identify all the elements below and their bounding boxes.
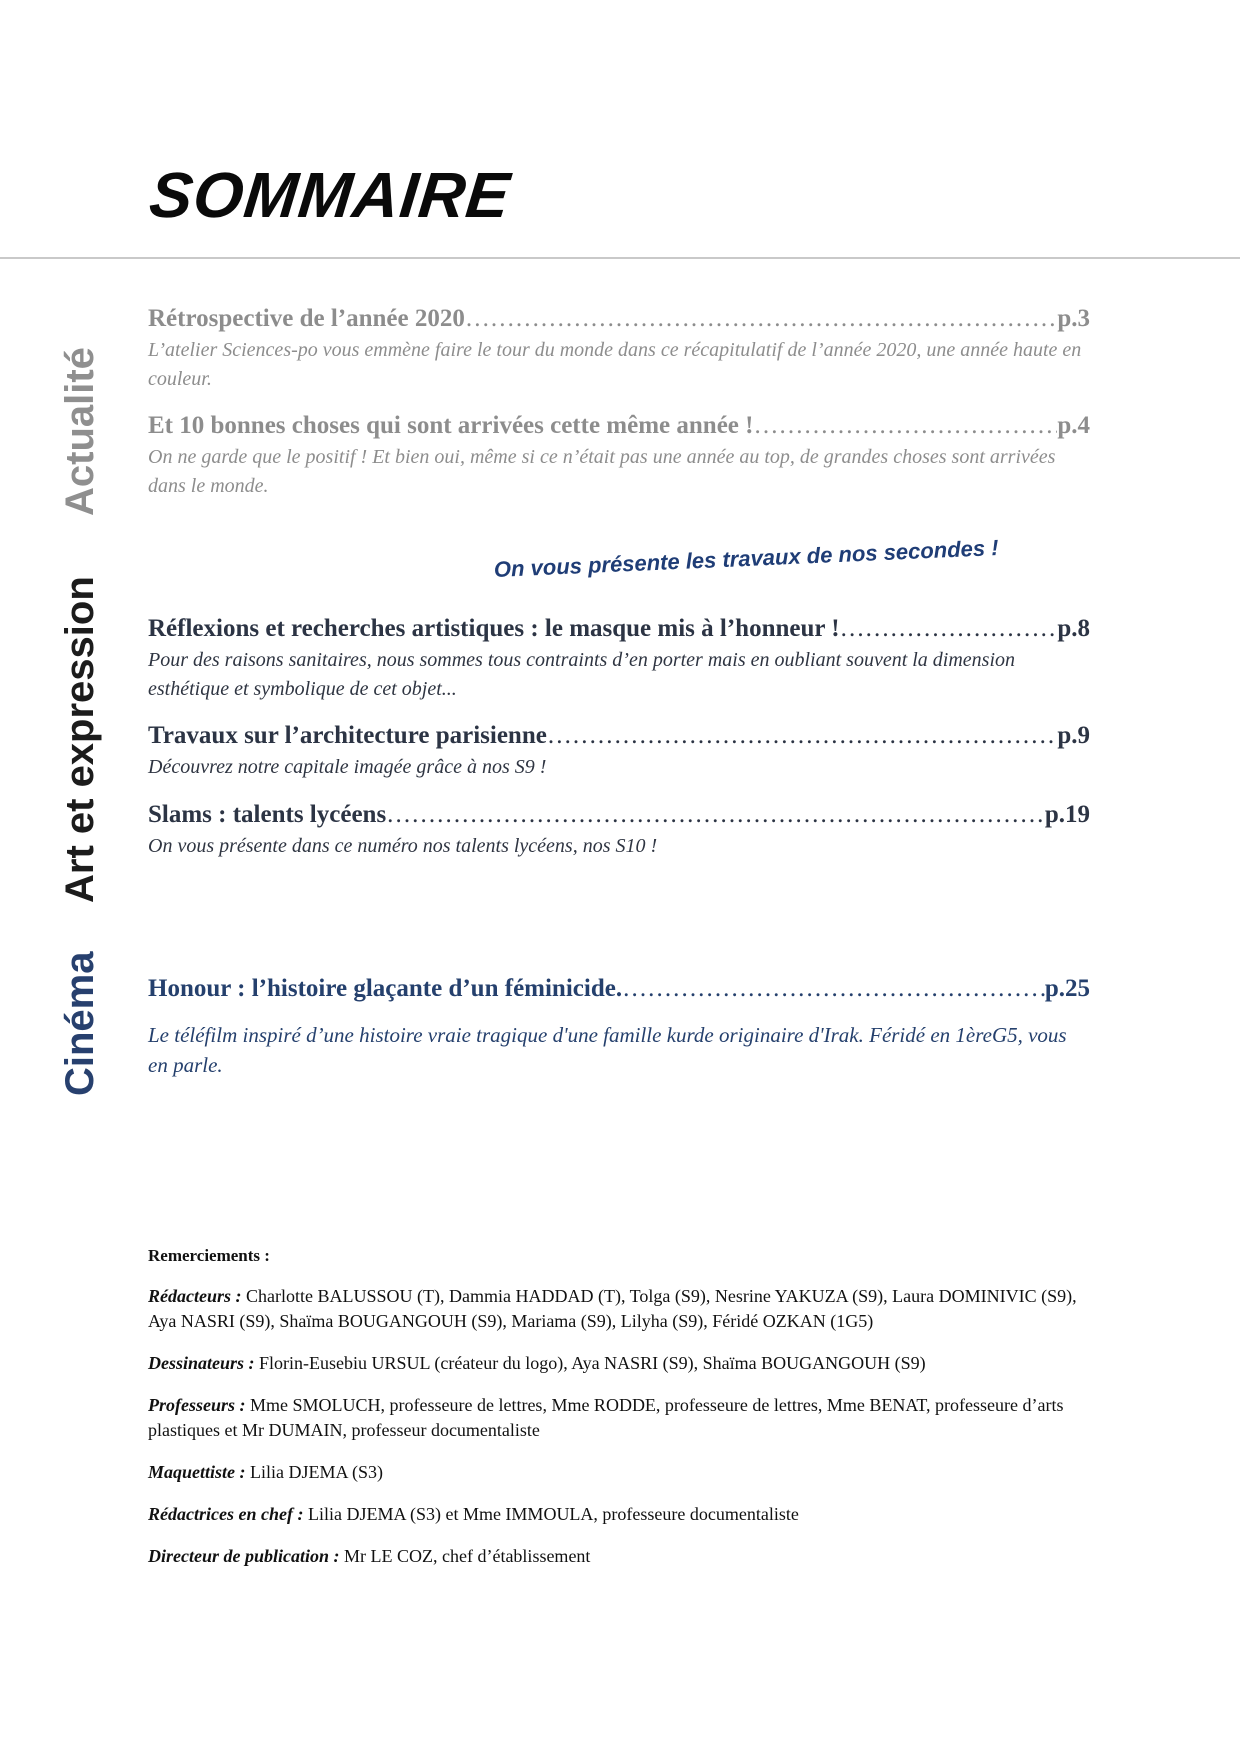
page-number: p.8: [1057, 615, 1090, 642]
leader-dots: [840, 615, 1058, 643]
leader-dots: [622, 975, 1045, 1003]
credits-text: Florin-Eusebiu URSUL (créateur du logo), Aya NASRI (S9), Shaïma BOUGANGOUH (S9): [259, 1353, 926, 1373]
entry-title: Réflexions et recherches artistiques : le masque mis à l’honneur !: [148, 615, 840, 642]
page-number: p.9: [1057, 722, 1090, 749]
secondes-banner: On vous présente les travaux de nos secondes !: [493, 534, 1000, 582]
credits-label: Directeur de publication :: [148, 1546, 340, 1566]
credits-text: Lilia DJEMA (S3): [250, 1462, 383, 1482]
credits-label: Professeurs :: [148, 1395, 246, 1415]
entry-description: Le téléfilm inspiré d’une histoire vraie tragique d'une famille kurde originaire d'Irak. Féridé en 1èreG5, vous en parle.: [148, 1023, 1067, 1077]
entry-title: Et 10 bonnes choses qui sont arrivées cette même année !: [148, 412, 754, 439]
credits-text: Charlotte BALUSSOU (T), Dammia HADDAD (T), Tolga (S9), Nesrine YAKUZA (S9), Laura DOMINIVIC (S9), Aya NASRI (S9), Shaïma BOUGANGOUH (S9), Mariama (S9), Lilyha (S9), Féridé OZKAN (1G5): [148, 1286, 1077, 1331]
page-title: SOMMAIRE: [146, 159, 514, 231]
leader-dots: [386, 801, 1045, 829]
credits-redacteurs: [148, 1284, 1088, 1334]
leader-dots: [465, 305, 1058, 333]
entry-title: Honour : l’histoire glaçante d’un féminicide.: [148, 975, 623, 1002]
credits-block: [148, 1243, 1088, 1586]
credits-text: Mr LE COZ, chef d’établissement: [344, 1546, 591, 1566]
section-label-art-et-expression: Art et expression: [58, 576, 102, 903]
entry-description: On vous présente dans ce numéro nos talents lycéens, nos S10 !: [148, 835, 658, 857]
toc-entry-architecture[interactable]: [148, 722, 1090, 782]
toc-entry-honour[interactable]: [148, 975, 1090, 1080]
credits-label: Rédacteurs :: [148, 1286, 242, 1306]
credits-dessinateurs: [148, 1351, 1088, 1376]
credits-redactrices: [148, 1502, 1088, 1527]
credits-professeurs: [148, 1393, 1088, 1443]
leader-dots: [753, 412, 1057, 440]
title-divider: [0, 257, 1240, 259]
entry-title: Rétrospective de l’année 2020: [148, 305, 465, 332]
page-number: p.25: [1044, 975, 1090, 1002]
section-label-cinema: Cinéma: [58, 951, 102, 1096]
page-number: p.19: [1044, 801, 1090, 828]
entry-title: Slams : talents lycéens: [148, 801, 387, 828]
toc-entry-slams[interactable]: [148, 801, 1090, 861]
credits-text: Mme SMOLUCH, professeure de lettres, Mme RODDE, professeure de lettres, Mme BENAT, professeure d’arts plastiques et Mr DUMAIN, professeur documentaliste: [148, 1395, 1064, 1440]
leader-dots: [547, 722, 1058, 750]
entry-description: Découvrez notre capitale imagée grâce à nos S9 !: [148, 756, 547, 778]
credits-heading: Remerciements :: [148, 1246, 270, 1265]
toc-entry-masque[interactable]: [148, 615, 1090, 704]
credits-text: Lilia DJEMA (S3) et Mme IMMOULA, professeure documentaliste: [307, 1504, 799, 1524]
credits-maquettiste: [148, 1460, 1088, 1485]
entry-description: On ne garde que le positif ! Et bien oui, même si ce n’était pas une année au top, de grandes choses sont arrivées dans le monde.: [148, 446, 1056, 497]
page-number: p.4: [1057, 412, 1090, 439]
entry-description: Pour des raisons sanitaires, nous sommes tous contraints d’en porter mais en oubliant souvent la dimension esthétique et symbolique de cet objet...: [148, 649, 1016, 700]
section-label-actualite: Actualité: [58, 347, 102, 516]
credits-label: Maquettiste :: [148, 1462, 246, 1482]
toc-entry-retrospective[interactable]: [148, 305, 1090, 394]
credits-label: Rédactrices en chef :: [148, 1504, 304, 1524]
credits-label: Dessinateurs :: [148, 1353, 255, 1373]
credits-directeur: [148, 1544, 1088, 1569]
toc-entry-bonnes-choses[interactable]: [148, 412, 1090, 501]
entry-title: Travaux sur l’architecture parisienne: [148, 722, 547, 749]
page-number: p.3: [1057, 305, 1090, 332]
entry-description: L’atelier Sciences-po vous emmène faire le tour du monde dans ce récapitulatif de l’année 2020, une année haute en couleur.: [148, 339, 1082, 390]
